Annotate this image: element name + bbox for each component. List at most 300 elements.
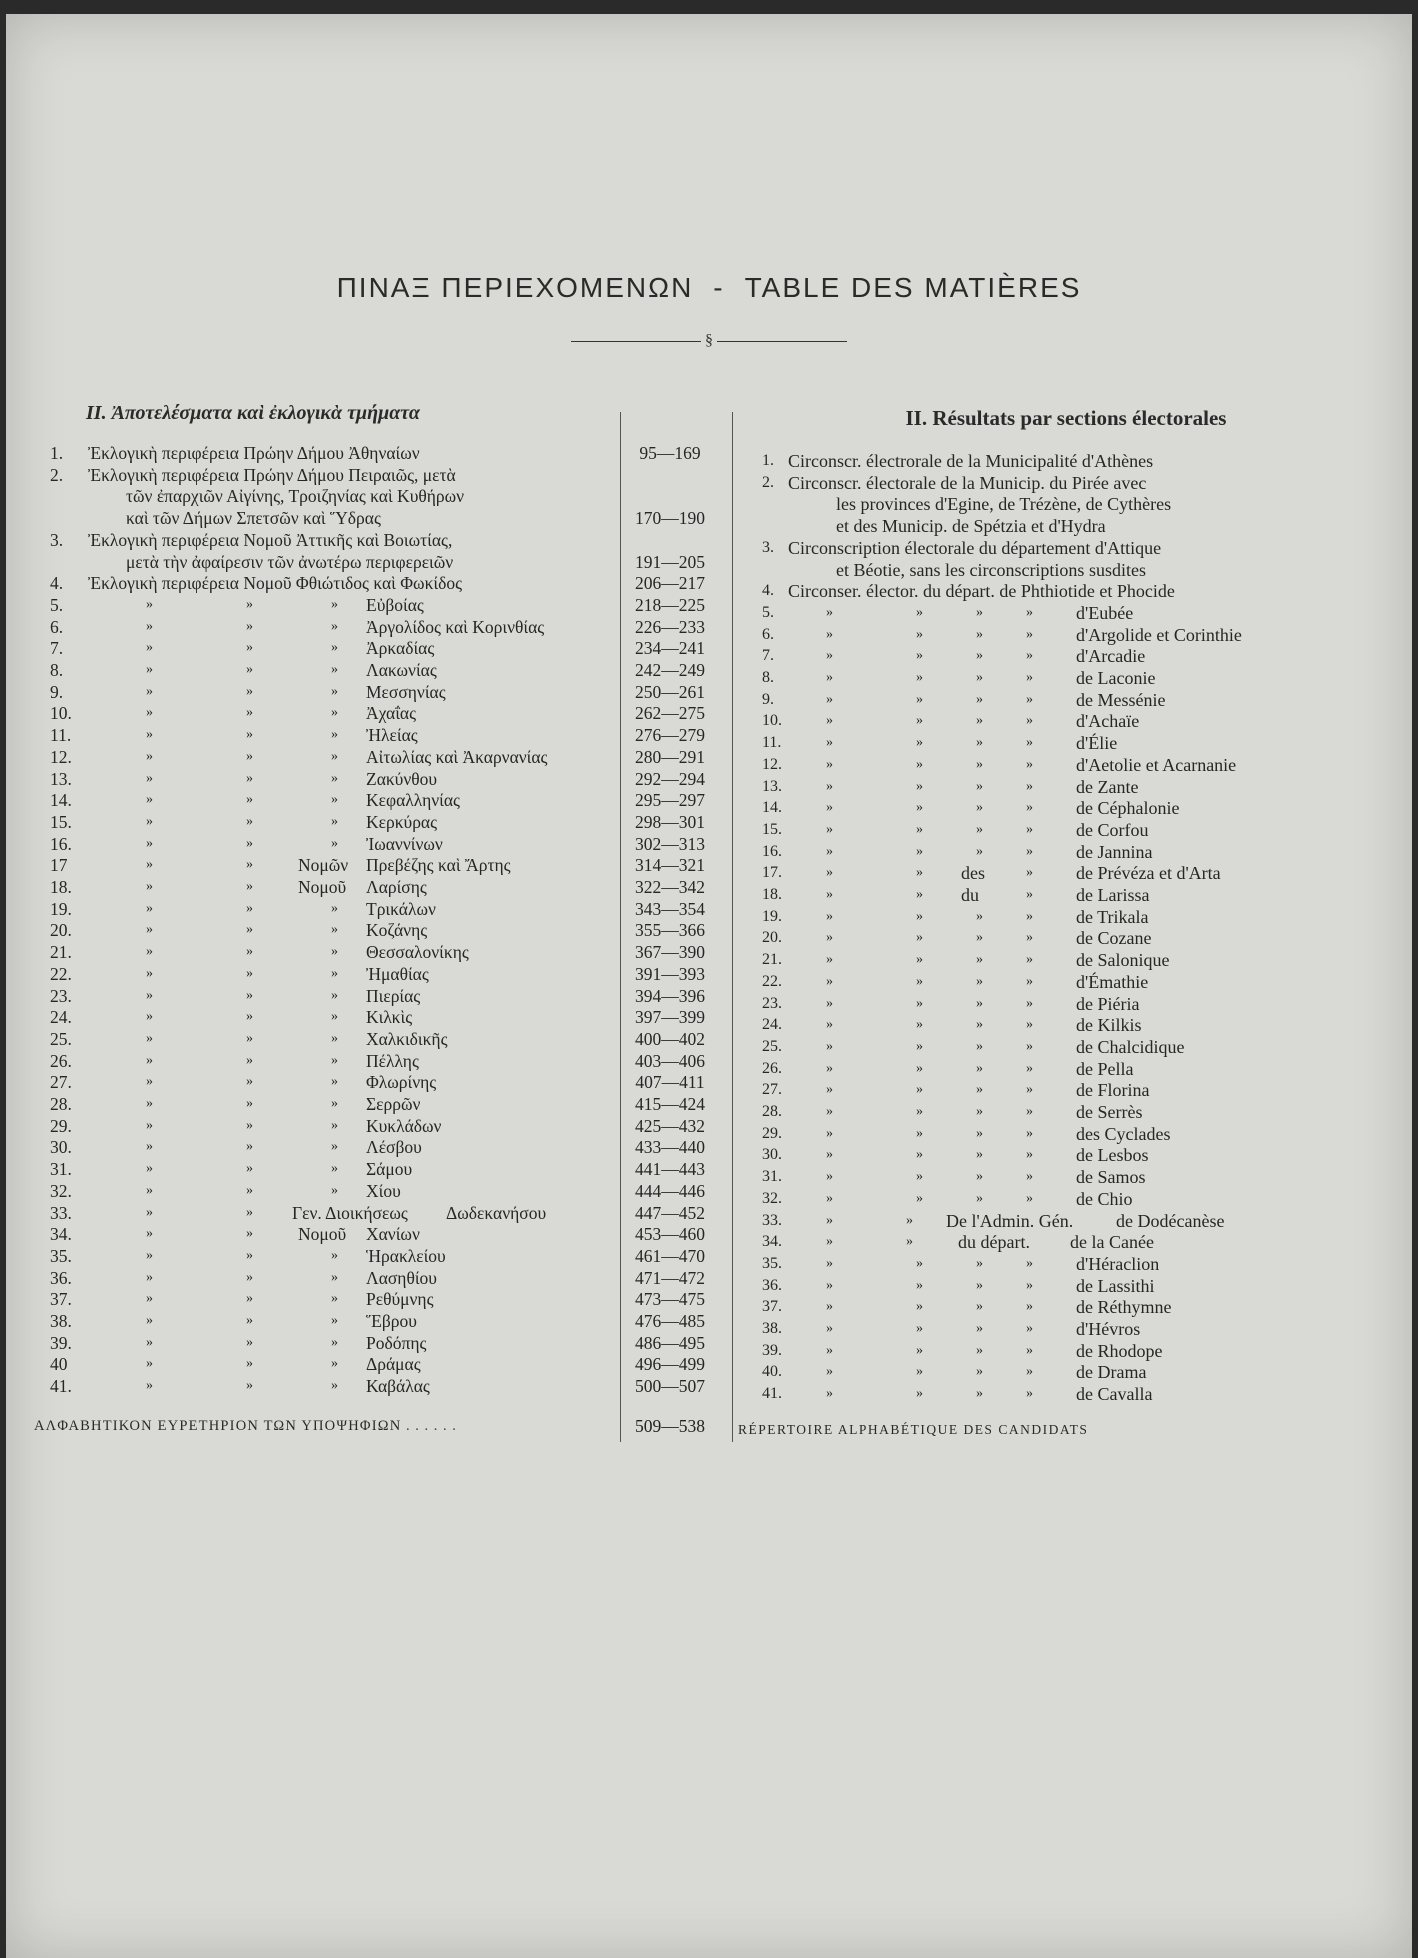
ditto-mark: » bbox=[246, 1030, 253, 1046]
entry-number: 7. bbox=[762, 647, 774, 665]
entry-number: 29. bbox=[50, 1115, 72, 1136]
ditto-mark: » bbox=[1026, 713, 1033, 729]
ditto-mark: » bbox=[1026, 756, 1033, 772]
entry-continuation: μετὰ τὴν ἀφαίρεσιν τῶν ἀνωτέρω περιφερειῶν bbox=[126, 551, 454, 572]
ditto-mark: » bbox=[826, 887, 833, 902]
ditto-mark: » bbox=[246, 835, 253, 851]
ditto-mark: » bbox=[1026, 604, 1033, 620]
entry-number: 34. bbox=[50, 1224, 72, 1245]
entry-number: 41. bbox=[762, 1385, 782, 1403]
ditto-mark: » bbox=[976, 1060, 983, 1076]
ditto-mark: » bbox=[916, 1321, 923, 1336]
ditto-mark: » bbox=[1026, 1321, 1033, 1336]
entry-title: Κεφαλληνίας bbox=[366, 790, 460, 811]
ditto-mark: » bbox=[916, 1169, 923, 1185]
ditto-mark: » bbox=[916, 1364, 923, 1380]
entry-number: 37. bbox=[762, 1298, 782, 1316]
ditto-mark: » bbox=[1026, 1299, 1033, 1315]
entry-pages: 295—297 bbox=[635, 790, 705, 811]
ditto-mark: » bbox=[331, 1161, 338, 1177]
entry-number: 19. bbox=[50, 898, 72, 919]
entry-pages: 496—499 bbox=[635, 1354, 705, 1375]
entry-number: 22. bbox=[50, 963, 72, 984]
ditto-mark: » bbox=[246, 1334, 253, 1350]
entry-number: 22. bbox=[762, 972, 782, 990]
entry-title: Θεσσαλονίκης bbox=[366, 942, 469, 963]
entry-title: de Jannina bbox=[1076, 841, 1153, 862]
entry-number: 32. bbox=[762, 1189, 782, 1207]
entry-qualifier: du départ. bbox=[958, 1232, 1030, 1253]
entry-title: Καβάλας bbox=[366, 1376, 430, 1397]
ditto-mark: » bbox=[916, 800, 923, 816]
ditto-mark: » bbox=[826, 756, 833, 772]
entry-number: 40. bbox=[762, 1363, 782, 1381]
entry-title: Ροδόπης bbox=[366, 1332, 427, 1353]
entry-title: Ἀργολίδος καὶ Κορινθίας bbox=[366, 616, 545, 637]
entry-pages: 473—475 bbox=[635, 1289, 705, 1310]
ditto-mark: » bbox=[246, 1204, 253, 1220]
ditto-mark: » bbox=[1026, 735, 1033, 751]
section-sign: § bbox=[705, 332, 713, 349]
entry-title: de Florina bbox=[1076, 1080, 1150, 1101]
ditto-mark: » bbox=[331, 596, 338, 612]
ditto-mark: » bbox=[246, 900, 253, 916]
entry-title: Λασηθίου bbox=[366, 1267, 437, 1288]
entry-pages: 400—402 bbox=[635, 1028, 705, 1049]
entry-number: 36. bbox=[762, 1276, 782, 1294]
ditto-mark: » bbox=[826, 1060, 833, 1076]
ditto-mark: » bbox=[916, 735, 923, 751]
entry-title: de Piéria bbox=[1076, 993, 1140, 1014]
entry-number: 5. bbox=[50, 594, 64, 615]
greek-index-label: ΑΛΦΑΒΗΤΙΚΟΝ ΕΥΡΕΤΗΡΙΟΝ ΤΩΝ ΥΠΟΨΗΦΙΩΝ bbox=[34, 1418, 402, 1434]
entry-title: Σάμου bbox=[366, 1159, 413, 1180]
entry-title: d'Émathie bbox=[1076, 971, 1149, 992]
entry-title: Τρικάλων bbox=[366, 898, 436, 919]
entry-number: 21. bbox=[762, 951, 782, 969]
entry-title: de Cozane bbox=[1076, 928, 1152, 949]
ditto-mark: » bbox=[246, 1247, 253, 1263]
entry-pages: 486—495 bbox=[635, 1332, 705, 1353]
entry-number: 27. bbox=[50, 1072, 72, 1093]
ditto-mark: » bbox=[146, 683, 153, 699]
ditto-mark: » bbox=[1026, 1364, 1033, 1380]
ditto-mark: » bbox=[331, 1052, 338, 1068]
ditto-mark: » bbox=[916, 843, 923, 859]
entry-title: de Dodécanèse bbox=[1116, 1210, 1225, 1231]
ditto-mark: » bbox=[146, 813, 153, 829]
ditto-mark: » bbox=[246, 987, 253, 1003]
page-column-rule-right bbox=[732, 412, 733, 1442]
ditto-mark: » bbox=[146, 1182, 153, 1198]
ditto-mark: » bbox=[916, 626, 923, 642]
ditto-mark: » bbox=[1026, 887, 1033, 902]
ditto-mark: » bbox=[976, 604, 983, 620]
entry-pages: 394—396 bbox=[635, 985, 705, 1006]
entry-title: Ἡρακλείου bbox=[366, 1245, 446, 1266]
ditto-mark: » bbox=[331, 1378, 338, 1394]
entry-title: Πέλλης bbox=[366, 1050, 419, 1071]
ditto-mark: » bbox=[246, 748, 253, 764]
ditto-mark: » bbox=[246, 792, 253, 808]
entry-number: 20. bbox=[50, 920, 72, 941]
ditto-mark: » bbox=[976, 1321, 983, 1336]
entry-number: 7. bbox=[50, 638, 64, 659]
entry-number: 6. bbox=[50, 616, 64, 637]
ditto-mark: » bbox=[976, 952, 983, 968]
ditto-mark: » bbox=[331, 1182, 338, 1198]
entry-title: de la Canée bbox=[1070, 1232, 1154, 1253]
ditto-mark: » bbox=[246, 1074, 253, 1090]
ditto-mark: » bbox=[331, 1139, 338, 1155]
entry-title: Ἕβρου bbox=[366, 1311, 417, 1331]
entry-number: 16. bbox=[50, 833, 72, 854]
ditto-mark: » bbox=[331, 640, 338, 656]
entry-pages: 343—354 bbox=[635, 898, 705, 919]
entry-title: Κυκλάδων bbox=[366, 1115, 442, 1136]
ditto-mark: » bbox=[916, 1386, 923, 1402]
entry-title: Χανίων bbox=[366, 1224, 420, 1245]
entry-title: Ἠλείας bbox=[366, 725, 418, 746]
ditto-mark: » bbox=[1026, 1255, 1033, 1271]
entry-number: 38. bbox=[50, 1311, 72, 1331]
ditto-mark: » bbox=[246, 879, 253, 894]
entry-title: de Serrès bbox=[1076, 1102, 1143, 1122]
entry-number: 23. bbox=[50, 985, 72, 1006]
entry-title: Circonscr. électrorale de la Municipalité d'Athènes bbox=[788, 451, 1154, 471]
entry-title: des Cyclades bbox=[1076, 1123, 1171, 1144]
title-french: TABLE DES MATIÈRES bbox=[744, 272, 1082, 303]
entry-pages: 415—424 bbox=[635, 1094, 705, 1114]
entry-title: Ζακύνθου bbox=[366, 768, 438, 789]
entry-number: 2. bbox=[762, 473, 774, 491]
ditto-mark: » bbox=[826, 1125, 833, 1141]
entry-pages: 322—342 bbox=[635, 877, 705, 897]
entry-pages: 218—225 bbox=[635, 594, 705, 615]
entry-title: d'Achaïe bbox=[1076, 711, 1140, 732]
entry-title: Ρεθύμνης bbox=[366, 1289, 434, 1310]
entry-number: 41. bbox=[50, 1376, 72, 1397]
ditto-mark: » bbox=[331, 1009, 338, 1025]
ditto-mark: » bbox=[1026, 821, 1033, 837]
ditto-mark: » bbox=[826, 1147, 833, 1163]
entry-number: 24. bbox=[762, 1016, 782, 1034]
entry-title: Εὐβοίας bbox=[366, 594, 424, 615]
entry-number: 16. bbox=[762, 842, 782, 860]
entry-title: de Cavalla bbox=[1076, 1384, 1153, 1405]
entry-title: de Trikala bbox=[1076, 906, 1149, 927]
ditto-mark: » bbox=[916, 887, 923, 902]
ditto-mark: » bbox=[246, 1052, 253, 1068]
entry-title: Κιλκὶς bbox=[366, 1007, 413, 1028]
ditto-mark: » bbox=[826, 648, 833, 664]
entry-title: d'Argolide et Corinthie bbox=[1076, 624, 1242, 645]
ditto-mark: » bbox=[826, 1277, 833, 1293]
entry-qualifier: du bbox=[961, 885, 979, 905]
entry-title: de Rhodope bbox=[1076, 1340, 1163, 1361]
ditto-mark: » bbox=[826, 1212, 833, 1228]
entry-number: 3. bbox=[50, 529, 64, 550]
ditto-mark: » bbox=[976, 648, 983, 664]
entry-pages: 403—406 bbox=[635, 1050, 705, 1071]
entry-pages: 367—390 bbox=[635, 942, 705, 963]
ditto-mark: » bbox=[1026, 1082, 1033, 1098]
entry-number: 26. bbox=[50, 1050, 72, 1071]
entry-number: 18. bbox=[762, 886, 782, 903]
ditto-mark: » bbox=[916, 1147, 923, 1163]
ditto-mark: » bbox=[246, 1182, 253, 1198]
ditto-mark: » bbox=[976, 1017, 983, 1033]
ditto-mark: » bbox=[826, 1169, 833, 1185]
entry-title: de Zante bbox=[1076, 776, 1139, 797]
ditto-mark: » bbox=[331, 683, 338, 699]
entry-pages: 471—472 bbox=[635, 1267, 705, 1288]
ditto-mark: » bbox=[916, 756, 923, 772]
ditto-mark: » bbox=[1026, 1169, 1033, 1185]
ditto-mark: » bbox=[916, 821, 923, 837]
ditto-mark: » bbox=[916, 865, 923, 881]
ditto-mark: » bbox=[331, 1117, 338, 1133]
entry-continuation: τῶν ἐπαρχιῶν Αἰγίνης, Τροιζηνίας καὶ Κυθήρων bbox=[126, 486, 465, 507]
entry-number: 15. bbox=[50, 811, 72, 832]
ditto-mark: » bbox=[246, 662, 253, 677]
ditto-mark: » bbox=[976, 995, 983, 1011]
entry-title: Ἐκλογικὴ περιφέρεια Νομοῦ Ἀττικῆς καὶ Βοιωτίας, bbox=[88, 529, 453, 550]
entry-number: 27. bbox=[762, 1081, 782, 1099]
section-ornament bbox=[6, 332, 1412, 350]
ditto-mark: » bbox=[331, 748, 338, 764]
entry-number: 9. bbox=[762, 690, 774, 708]
title-greek: ΠΙΝΑΞ ΠΕΡΙΕΧΟΜΕΝΩΝ bbox=[336, 272, 694, 303]
entry-pages: 95—169 bbox=[639, 443, 701, 463]
entry-title: de Chio bbox=[1076, 1188, 1133, 1209]
ditto-mark: » bbox=[826, 1190, 833, 1206]
ditto-mark: » bbox=[146, 1052, 153, 1068]
entry-number: 33. bbox=[50, 1202, 72, 1223]
entry-number: 10. bbox=[762, 712, 782, 730]
ditto-mark: » bbox=[331, 944, 338, 960]
entry-pages: 433—440 bbox=[635, 1137, 705, 1158]
ditto-mark: » bbox=[146, 1378, 153, 1394]
ditto-mark: » bbox=[146, 727, 153, 743]
leader-dots: . . . . . . bbox=[401, 1418, 457, 1434]
ditto-mark: » bbox=[826, 778, 833, 794]
ditto-mark: » bbox=[826, 1038, 833, 1054]
ditto-mark: » bbox=[146, 987, 153, 1003]
ditto-mark: » bbox=[916, 1125, 923, 1141]
entry-title: de Pella bbox=[1076, 1058, 1134, 1079]
ditto-mark: » bbox=[246, 1096, 253, 1111]
entry-number: 4. bbox=[762, 582, 774, 600]
entry-number: 2. bbox=[50, 464, 64, 485]
entry-title: Ἐκλογικὴ περιφέρεια Πρώην Δήμου Πειραιῶς, μετὰ bbox=[88, 464, 456, 485]
ditto-mark: » bbox=[146, 640, 153, 656]
entry-number: 26. bbox=[762, 1059, 782, 1077]
ditto-mark: » bbox=[1026, 778, 1033, 794]
entry-number: 39. bbox=[762, 1341, 782, 1359]
ditto-mark: » bbox=[146, 1009, 153, 1025]
ditto-mark: » bbox=[246, 770, 253, 786]
french-section-heading: II. Résultats par sections électorales bbox=[905, 406, 1227, 430]
ditto-mark: » bbox=[1026, 1342, 1033, 1358]
ditto-mark: » bbox=[331, 1269, 338, 1285]
entry-title: Πρεβέζης καὶ Ἄρτης bbox=[366, 855, 511, 876]
entry-title: Χίου bbox=[366, 1180, 401, 1201]
ditto-mark: » bbox=[976, 735, 983, 751]
ditto-mark: » bbox=[146, 596, 153, 612]
ditto-mark: » bbox=[916, 930, 923, 946]
ditto-mark: » bbox=[146, 922, 153, 938]
entry-pages: 314—321 bbox=[635, 855, 705, 876]
entry-title: Λακωνίας bbox=[366, 660, 437, 680]
ditto-mark: » bbox=[146, 900, 153, 916]
entry-number: 20. bbox=[762, 929, 782, 947]
entry-number: 36. bbox=[50, 1267, 72, 1288]
entry-pages: 226—233 bbox=[635, 616, 705, 637]
ditto-mark: » bbox=[976, 778, 983, 794]
ditto-mark: » bbox=[331, 835, 338, 851]
ditto-mark: » bbox=[1026, 995, 1033, 1011]
entry-title: de Kilkis bbox=[1076, 1015, 1142, 1036]
ditto-mark: » bbox=[826, 1255, 833, 1271]
ditto-mark: » bbox=[916, 973, 923, 989]
entry-title: de Lassithi bbox=[1076, 1275, 1155, 1296]
ditto-mark: » bbox=[916, 670, 923, 685]
ditto-mark: » bbox=[916, 1190, 923, 1206]
ditto-mark: » bbox=[826, 670, 833, 685]
ditto-mark: » bbox=[1026, 1017, 1033, 1033]
greek-index-entry bbox=[34, 1418, 457, 1435]
entry-title: Circonscr. électorale de la Municip. du Pirée avec bbox=[788, 472, 1147, 493]
ditto-mark: » bbox=[1026, 648, 1033, 664]
ditto-mark: » bbox=[826, 973, 833, 989]
ditto-mark: » bbox=[906, 1212, 913, 1228]
ditto-mark: » bbox=[916, 691, 923, 707]
ditto-mark: » bbox=[246, 1269, 253, 1285]
entry-pages: 461—470 bbox=[635, 1245, 705, 1266]
ditto-mark: » bbox=[976, 1038, 983, 1054]
ditto-mark: » bbox=[246, 1009, 253, 1025]
ditto-mark: » bbox=[976, 691, 983, 707]
entry-number: 28. bbox=[50, 1094, 72, 1114]
ditto-mark: » bbox=[1026, 930, 1033, 946]
entry-number: 12. bbox=[762, 755, 782, 773]
ditto-mark: » bbox=[916, 908, 923, 924]
ditto-mark: » bbox=[916, 995, 923, 1011]
entry-number: 24. bbox=[50, 1007, 72, 1028]
entry-number: 19. bbox=[762, 907, 782, 925]
entry-number: 31. bbox=[50, 1159, 72, 1180]
ditto-mark: » bbox=[1026, 843, 1033, 859]
ditto-mark: » bbox=[331, 987, 338, 1003]
entry-title: Φλωρίνης bbox=[366, 1072, 437, 1093]
ditto-mark: » bbox=[246, 1161, 253, 1177]
page-title bbox=[6, 272, 1412, 304]
ditto-mark: » bbox=[331, 727, 338, 743]
entry-title: Κερκύρας bbox=[366, 811, 438, 832]
ditto-mark: » bbox=[1026, 1104, 1033, 1119]
ditto-mark: » bbox=[916, 1277, 923, 1293]
entry-pages: 280—291 bbox=[635, 746, 705, 767]
ditto-mark: » bbox=[146, 618, 153, 634]
entry-number: 32. bbox=[50, 1180, 72, 1201]
ditto-mark: » bbox=[331, 1291, 338, 1307]
entry-number: 9. bbox=[50, 681, 64, 702]
ditto-mark: » bbox=[1026, 626, 1033, 642]
entry-title: d'Hévros bbox=[1076, 1319, 1141, 1339]
ditto-mark: » bbox=[976, 1190, 983, 1206]
entry-number: 18. bbox=[50, 877, 72, 897]
entry-title: de Corfou bbox=[1076, 819, 1149, 840]
entry-prefix: Νομῶν bbox=[298, 855, 349, 876]
ditto-mark: » bbox=[146, 1226, 153, 1242]
ditto-mark: » bbox=[976, 843, 983, 859]
ditto-mark: » bbox=[146, 1030, 153, 1046]
entry-title: de Céphalonie bbox=[1076, 798, 1180, 819]
ditto-mark: » bbox=[1026, 1386, 1033, 1402]
entry-number: 34. bbox=[762, 1233, 782, 1251]
ditto-mark: » bbox=[1026, 670, 1033, 685]
ditto-mark: » bbox=[826, 735, 833, 751]
entry-title: Circonser. élector. du départ. de Phthiotide et Phocide bbox=[788, 581, 1175, 602]
ditto-mark: » bbox=[916, 1038, 923, 1054]
entry-number: 3. bbox=[762, 538, 774, 556]
ditto-mark: » bbox=[146, 965, 153, 981]
entry-title: Χαλκιδικῆς bbox=[366, 1028, 448, 1049]
ditto-mark: » bbox=[146, 1334, 153, 1350]
ditto-mark: » bbox=[826, 930, 833, 946]
entry-title: Circonscription électorale du département d'Attique bbox=[788, 537, 1162, 558]
document-page bbox=[6, 14, 1412, 1958]
entry-pages: 441—443 bbox=[635, 1159, 705, 1180]
ditto-mark: » bbox=[146, 1291, 153, 1307]
ditto-mark: » bbox=[331, 813, 338, 829]
entry-number: 33. bbox=[762, 1211, 782, 1229]
ornament-rule-left bbox=[571, 341, 701, 342]
ditto-mark: » bbox=[246, 727, 253, 743]
entry-title: Μεσσηνίας bbox=[366, 681, 446, 702]
entry-number: 10. bbox=[50, 703, 72, 724]
ditto-mark: » bbox=[246, 705, 253, 721]
ditto-mark: » bbox=[246, 1378, 253, 1394]
entry-number: 17. bbox=[762, 864, 782, 882]
ditto-mark: » bbox=[246, 1356, 253, 1372]
ditto-mark: » bbox=[246, 965, 253, 981]
ditto-mark: » bbox=[976, 626, 983, 642]
entry-pages: 355—366 bbox=[635, 920, 705, 941]
entry-pages: 476—485 bbox=[635, 1311, 705, 1331]
entry-number: 30. bbox=[762, 1146, 782, 1164]
ditto-mark: » bbox=[826, 713, 833, 729]
entry-pages: 425—432 bbox=[635, 1115, 705, 1136]
ditto-mark: » bbox=[1026, 952, 1033, 968]
ditto-mark: » bbox=[826, 1234, 833, 1250]
ditto-mark: » bbox=[146, 857, 153, 873]
entry-number: 35. bbox=[762, 1254, 782, 1272]
entry-pages: 302—313 bbox=[635, 833, 705, 854]
entry-number: 37. bbox=[50, 1289, 72, 1310]
ditto-mark: » bbox=[146, 1096, 153, 1111]
ditto-mark: » bbox=[976, 756, 983, 772]
entry-pages: 397—399 bbox=[635, 1007, 705, 1028]
ditto-mark: » bbox=[976, 930, 983, 946]
ditto-mark: » bbox=[331, 770, 338, 786]
ditto-mark: » bbox=[916, 1299, 923, 1315]
entry-pages: 407—411 bbox=[635, 1072, 705, 1093]
entry-title: Πιερίας bbox=[366, 985, 421, 1006]
entry-title: Δράμας bbox=[366, 1354, 421, 1375]
ditto-mark: » bbox=[826, 1364, 833, 1380]
